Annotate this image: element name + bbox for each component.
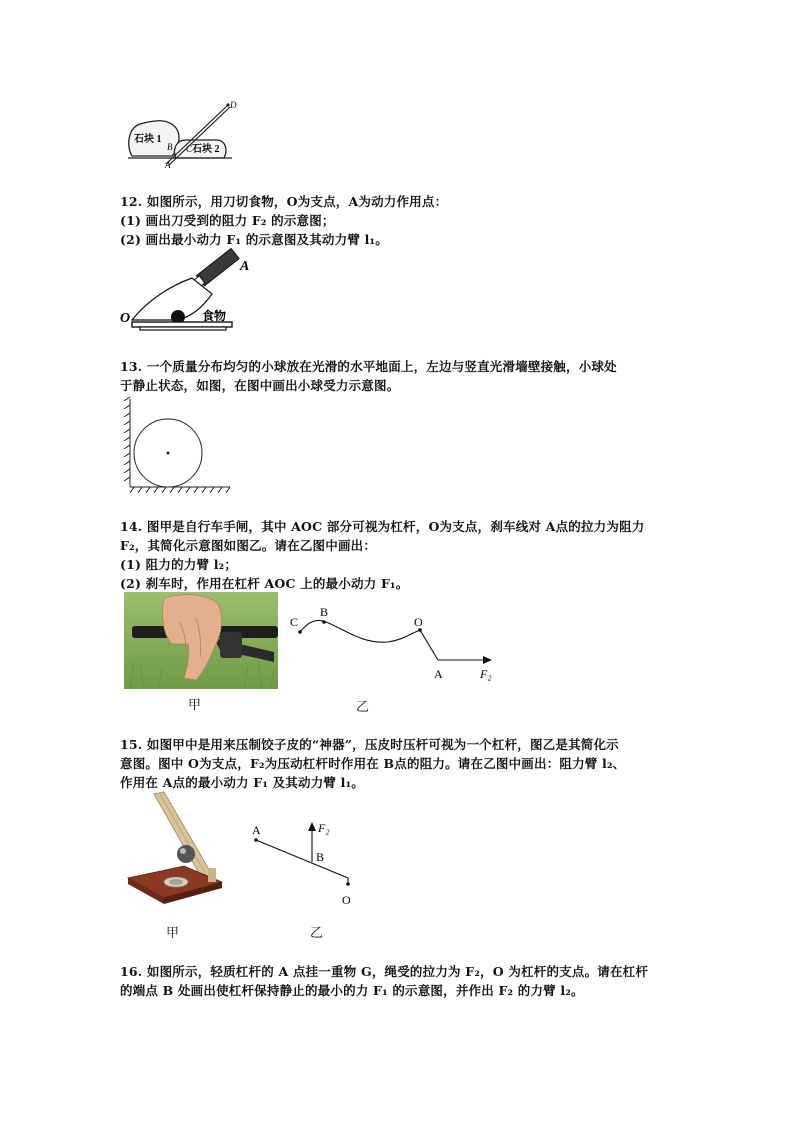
stone-lever-figure: [120, 98, 245, 170]
q16-line-1: 16. 如图所示，轻质杠杆的 A 点挂一重物 G，绳受的拉力为 F₂，O 为杠杆的支点。请在杠杆: [120, 964, 649, 979]
q14-caption-left: 甲: [188, 698, 202, 713]
q14-line-1: 14. 图甲是自行车手闸，其中 AOC 部分可视为杠杆，O为支点，刹车线对 A点的拉力为阻力: [120, 519, 645, 534]
q15-caption-right: 乙: [310, 926, 324, 941]
q14-caption-right: 乙: [356, 700, 370, 715]
press-label-o: O: [342, 893, 351, 907]
brake-lever-diagram: [284, 600, 500, 684]
brake-label-a: A: [434, 667, 443, 681]
q13-line-1: 13. 一个质量分布均匀的小球放在光滑的水平地面上，左边与竖直光滑墙壁接触，小球处: [120, 359, 617, 374]
label-d: D: [230, 100, 237, 110]
q14-line-2: F₂，其简化示意图如图乙。请在乙图中画出：: [120, 538, 377, 553]
label-a: A: [165, 160, 171, 170]
q12-line-3: (2) 画出最小动力 F₁ 的示意图及其动力臂 l₁。: [120, 232, 388, 247]
knife-label-o: O: [120, 311, 131, 326]
brake-label-o: O: [414, 615, 423, 629]
dumpling-press-photo: [124, 790, 224, 912]
press-label-b: B: [316, 850, 325, 864]
press-label-f2: F₂: [318, 821, 330, 835]
label-c: C: [186, 144, 193, 154]
knife-label-food: 食物: [202, 309, 227, 323]
press-lever-diagram: [246, 814, 366, 910]
ball-wall-figure: [118, 395, 238, 495]
label-stone1: 石块 1: [134, 134, 162, 145]
q15-line-3: 作用在 A点的最小动力 F₁ 及其动力臂 l₁。: [120, 775, 364, 790]
q13-line-2: 于静止状态，如图，在图中画出小球受力示意图。: [120, 378, 400, 393]
q16-line-2: 的端点 B 处画出使杠杆保持静止的最小的力 F₁ 的示意图，并作出 F₂ 的力臂 l₂。: [120, 983, 584, 998]
bike-brake-photo: [124, 592, 278, 689]
press-label-a: A: [252, 823, 261, 837]
brake-label-f2: F₂: [480, 667, 492, 681]
q15-caption-left: 甲: [166, 926, 180, 941]
brake-label-b: B: [320, 605, 329, 619]
knife-label-a: A: [240, 259, 250, 274]
label-stone2: 石块 2: [192, 144, 220, 155]
label-b: B: [167, 142, 173, 152]
q14-line-3: (1) 阻力的力臂 l₂；: [120, 557, 238, 572]
q12-line-1: 12. 如图所示，用刀切食物，O为支点，A为动力作用点：: [120, 194, 448, 209]
q15-line-1: 15. 如图甲中是用来压制饺子皮的“神器”，压皮时压杆可视为一个杠杆，图乙是其简化示: [120, 737, 619, 752]
q12-line-2: (1) 画出刀受到的阻力 F₂ 的示意图；: [120, 213, 335, 228]
knife-figure: [118, 242, 258, 337]
q15-line-2: 意图。图中 O为支点，F₂为压动杠杆时作用在 B点的阻力。请在乙图中画出：阻力臂 l₂、: [120, 756, 626, 771]
brake-label-c: C: [290, 615, 299, 629]
q14-line-4: (2) 刹车时，作用在杠杆 AOC 上的最小动力 F₁。: [120, 576, 409, 591]
